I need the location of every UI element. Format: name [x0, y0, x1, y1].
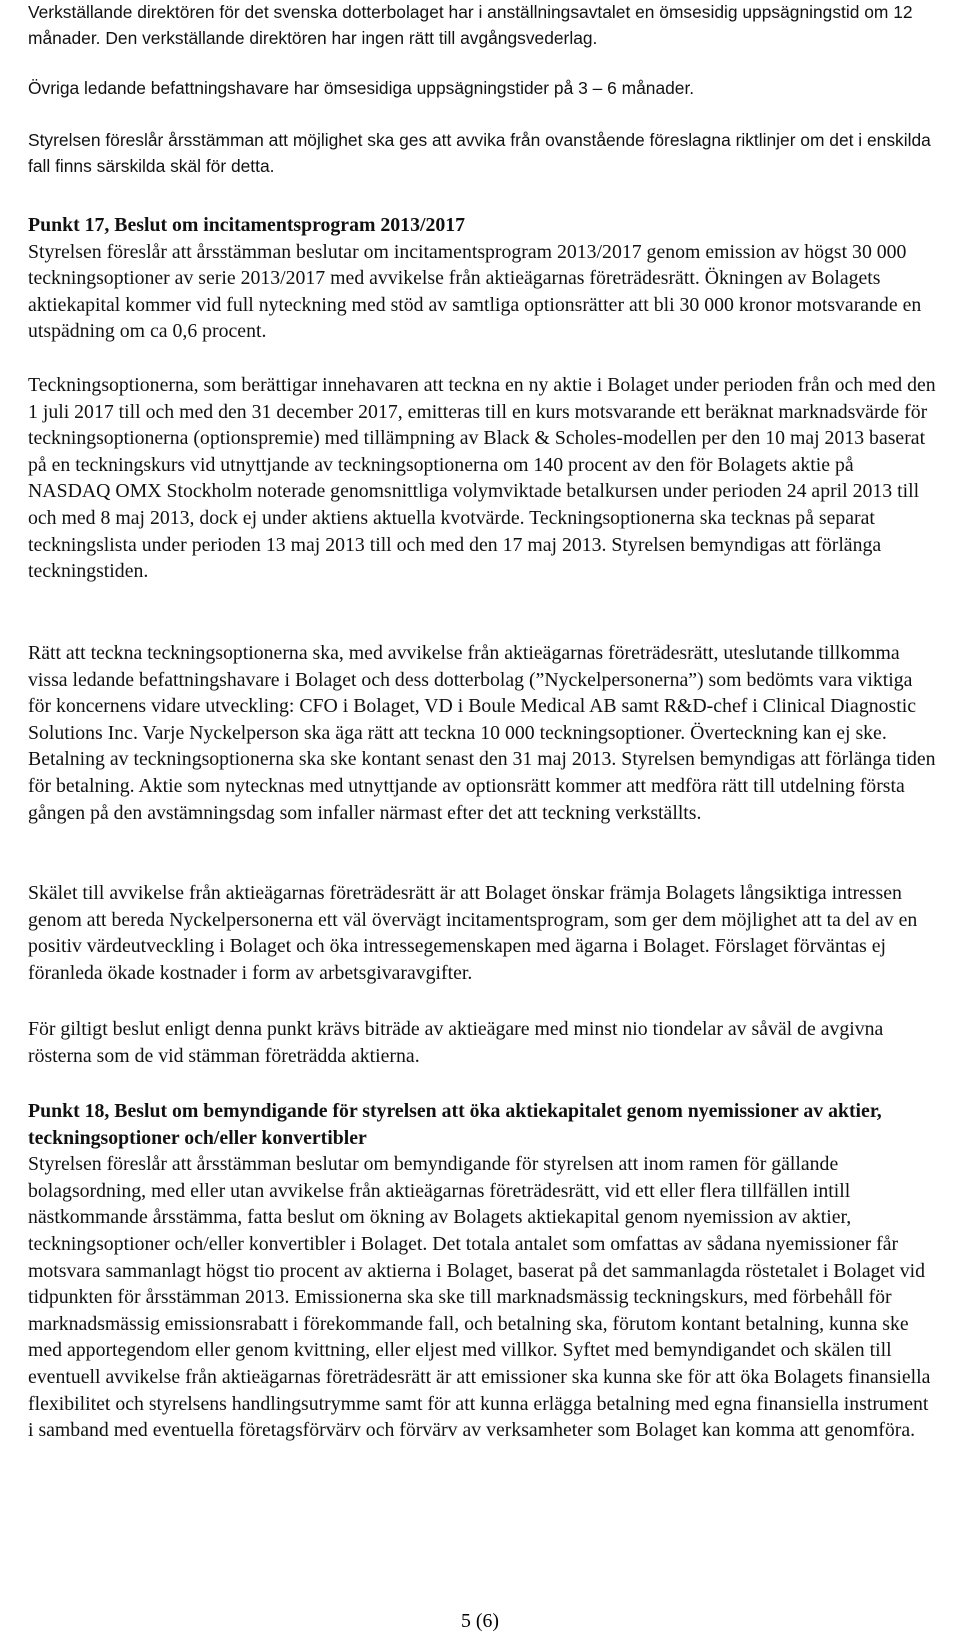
section-17-paragraph-3: Rätt att teckna teckningsoptionerna ska, med avvikelse från aktieägarnas företrädesrätt, uteslutande tillkomma vissa ledande befattningshavare i Bolaget och dess dotterbolag (”Nyckelpersonerna”) som bedömts vara viktiga för koncernens vidare utveckling: CFO i Bolaget, VD i Boule Medical AB samt R&D-chef i Clinical Diagnostic Solutions Inc. Varje Nyckelperson ska äga rätt att teckna 10 000 teckningsoptioner. Överteckning kan ej ske. Betalning av teckningsoptionerna ska ske kontant senast den 31 maj 2013. Styrelsen bemyndigas att förlänga tiden för betalning. Aktie som nytecknas med utnyttjande av optionsrätt kommer att medföra rätt till utdelning första gången på den avstämningsdag som infaller närmast efter det att teckning verkställts.: [28, 642, 936, 824]
section-18-block: [28, 1098, 938, 1444]
paragraph-executives-notice-period: Övriga ledande befattningshavare har ömsesidiga uppsägningstider på 3 – 6 månader.: [28, 78, 695, 98]
page-number: 5 (6): [461, 1610, 499, 1632]
section-17-paragraph-4: Skälet till avvikelse från aktieägarnas företrädesrätt är att Bolaget önskar främja Bolagets långsiktiga intressen genom att bereda Nyckelpersonerna ett väl övervägt incitamentsprogram, som ger dem möjlighet att ta del av en positiv värdeutveckling i Bolaget och öka intressegemenskapen med ägarna i Bolaget. Förslaget förväntas ej föranleda ökade kostnader i form av arbetsgivaravgifter.: [28, 882, 918, 984]
section-17-first-block: [28, 212, 938, 345]
paragraph-ceo-notice-period: Verkställande direktören för det svenska dotterbolaget har i anställningsavtalet en ömsesidig uppsägningstid om 12 månader. Den verkställande direktören har ingen rätt till avgångsvederlag.: [28, 2, 913, 48]
section-17-paragraph-1: Styrelsen föreslår att årsstämman beslutar om incitamentsprogram 2013/2017 genom emission av högst 30 000 teckningsoptioner av serie 2013/2017 med avvikelse från aktieägarnas företrädesrätt. Ökningen av Bolagets aktiekapital kommer vid full nyteckning med stöd av samtliga optionsrätter att bli 30 000 kronor motsvarande en utspädning om ca 0,6 procent.: [28, 240, 922, 343]
section-18-heading: Punkt 18, Beslut om bemyndigande för styrelsen att öka aktiekapitalet genom nyemissioner av aktier, teckningsoptioner och/eller konvertibler: [28, 1100, 882, 1149]
section-17-heading: Punkt 17, Beslut om incitamentsprogram 2013/2017: [28, 214, 466, 236]
paragraph-board-deviation: Styrelsen föreslår årsstämman att möjlighet ska ges att avvika från ovanstående föreslagna riktlinjer om det i enskilda fall finns särskilda skäl för detta.: [28, 130, 931, 176]
section-17-paragraph-2: Teckningsoptionerna, som berättigar innehavaren att teckna en ny aktie i Bolaget under perioden från och med den 1 juli 2017 till och med den 31 december 2017, emitteras till en kurs motsvarande ett beräknat marknadsvärde för teckningsoptionerna (optionspremie) med tillämpning av Black & Scholes-modellen per den 10 maj 2013 baserat på en teckningskurs vid utnyttjande av teckningsoptionerna om 140 procent av den för Bolagets aktie på NASDAQ OMX Stockholm noterade genomsnittliga volymviktade betalkursen under perioden 24 april 2013 till och med 8 maj 2013, dock ej under aktiens aktuella kvotvärde. Teckningsoptionerna ska tecknas på separat teckningslista under perioden 13 maj 2013 till och med den 17 maj 2013. Styrelsen bemyndigas att förlänga teckningstiden.: [28, 374, 936, 583]
section-17-paragraph-5: För giltigt beslut enligt denna punkt krävs biträde av aktieägare med minst nio tiondelar av såväl de avgivna rösterna som de vid stämman företrädda aktierna.: [28, 1018, 884, 1067]
section-18-paragraph-1: Styrelsen föreslår att årsstämman beslutar om bemyndigande för styrelsen att inom ramen för gällande bolagsordning, med eller utan avvikelse från aktieägarnas företrädesrätt, vid ett eller flera tillfällen intill nästkommande årsstämma, fatta beslut om ökning av Bolagets aktiekapital genom nyemission av aktier, teckningsoptioner och/eller konvertibler i Bolaget. Det totala antalet som omfattas av sådana nyemissioner får motsvara sammanlagt högst tio procent av aktierna i Bolaget, baserat på det sammanlagda röstetalet i Bolaget vid tidpunkten för årsstämman 2013. Emissionerna ska ske till marknadsmässig teckningskurs, med förbehåll för marknadsmässig emissionsrabatt i förekommande fall, och betalning ska, förutom kontant betalning, kunna ske med apportegendom eller genom kvittning, eller eljest med villkor. Syftet med bemyndigandet och skälen till eventuell avvikelse från aktieägarnas företrädesrätt är att emissioner ska kunna ske för att öka Bolagets finansiella flexibilitet och styrelsens handlingsutrymme samt för att kunna erlägga betalning med egna finansiella instrument i samband med eventuella företagsförvärv och förvärv av verksamheter som Bolaget kan komma att genomföra.: [28, 1153, 931, 1442]
